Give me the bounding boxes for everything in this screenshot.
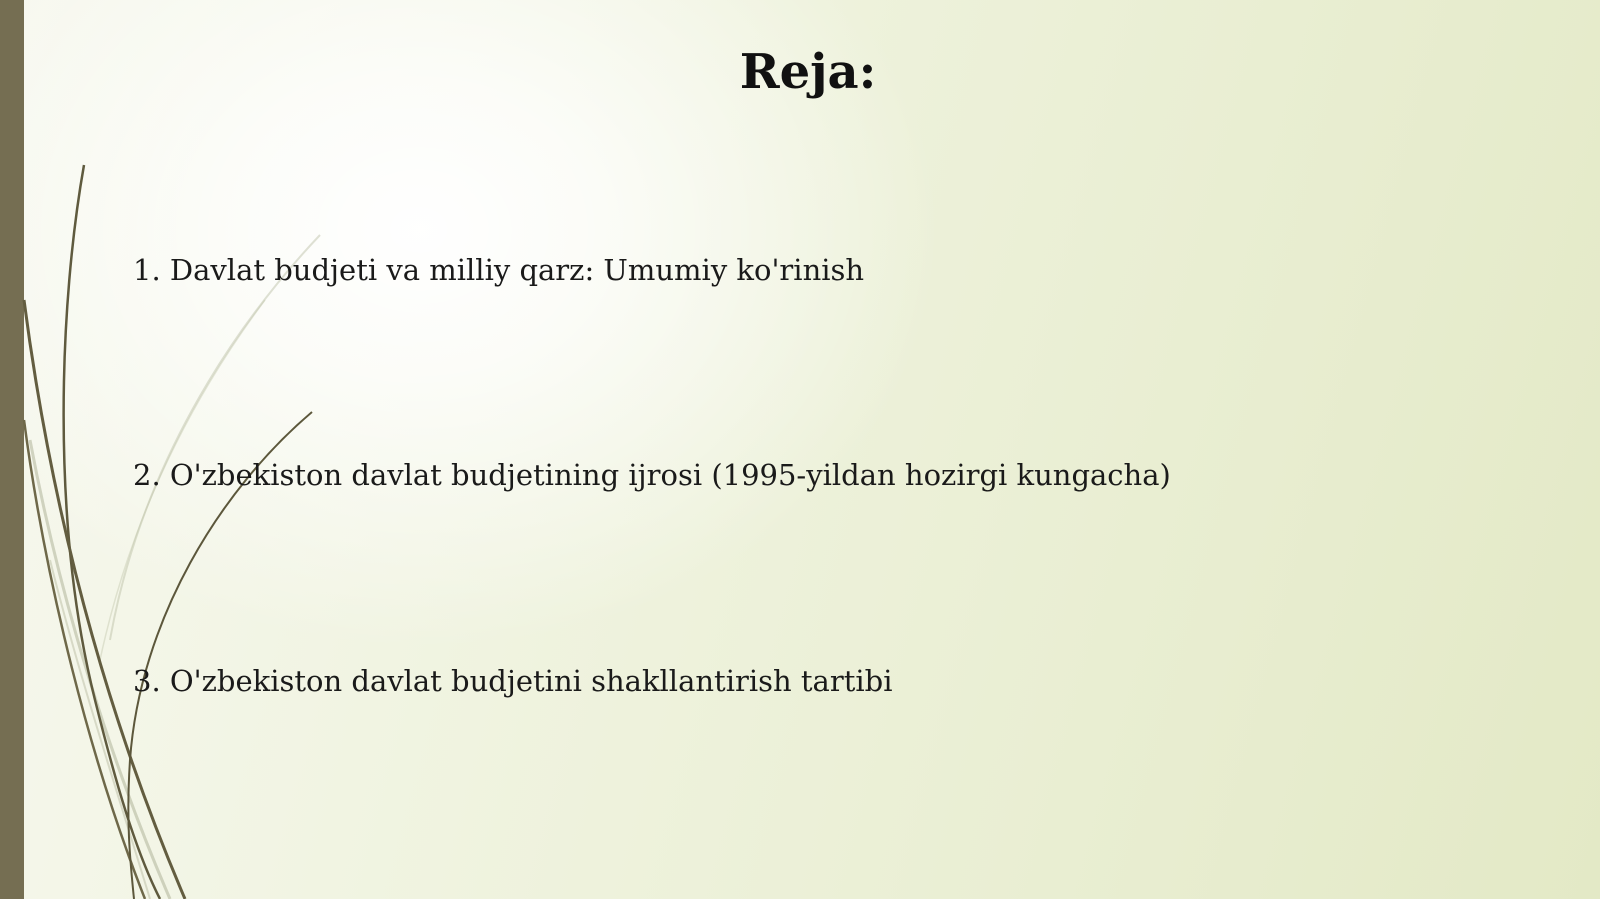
plan-item-3: 3. O'zbekiston davlat budjetini shakllantirish tartibi [133, 664, 893, 698]
plan-item-2: 2. O'zbekiston davlat budjetining ijrosi (1995-yildan hozirgi kungacha) [133, 458, 1171, 492]
page-title: Reja: [739, 44, 877, 100]
plan-item-1: 1. Davlat budjeti va milliy qarz: Umumiy ko'rinish [133, 253, 865, 287]
